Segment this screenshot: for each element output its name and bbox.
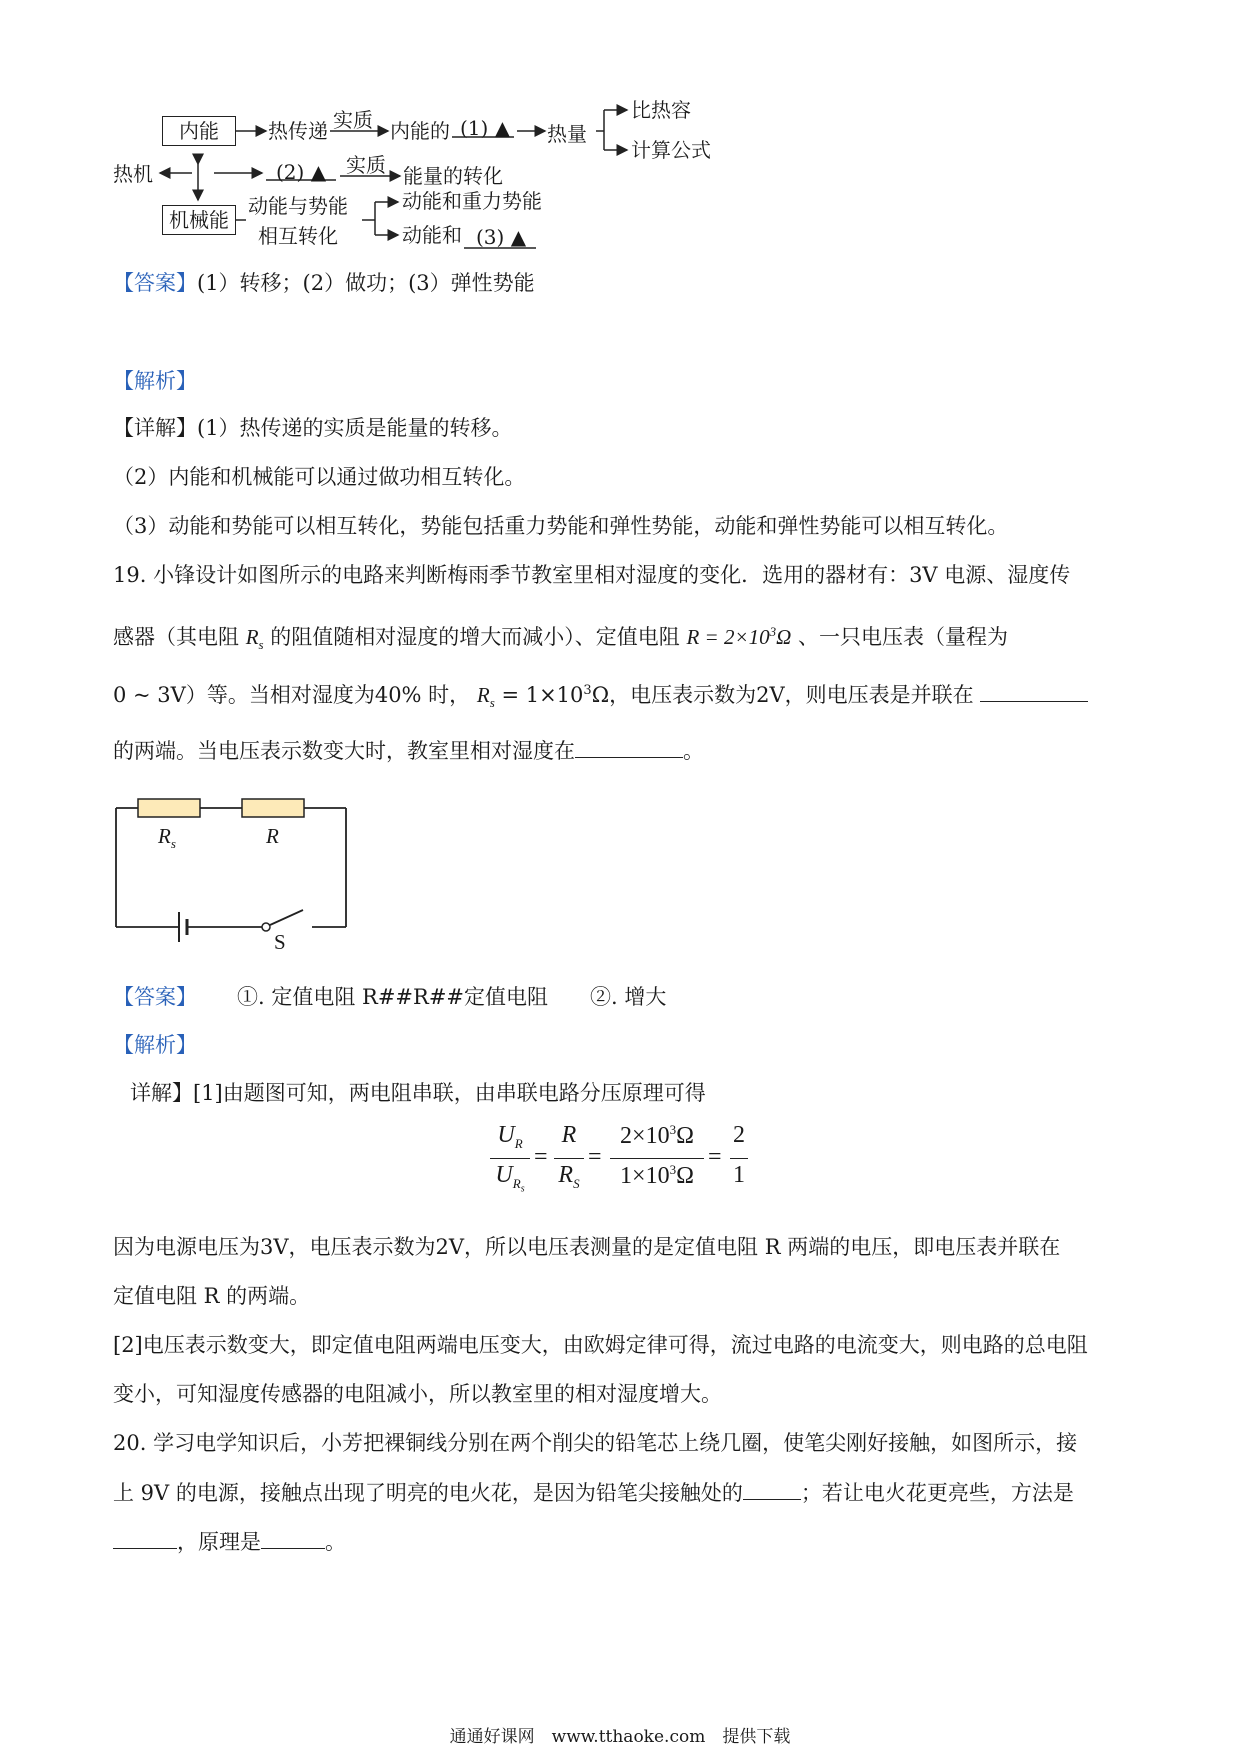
answer-blank-2[interactable] (575, 735, 683, 758)
frac3-bar (610, 1158, 704, 1159)
blank2-label (276, 160, 326, 184)
frac2-den-sub: S (573, 1175, 580, 1191)
q20-line-3 (113, 1526, 346, 1557)
frac3-den (610, 1162, 704, 1190)
q20-line3-a: ，原理是 (177, 1530, 261, 1554)
answer-blank-1[interactable] (980, 679, 1088, 702)
ratio-formula (490, 1120, 750, 1200)
q19-analysis-tag: 【解析】 (113, 1033, 197, 1057)
internal-of-label: 内能的 (390, 119, 450, 143)
q18-answer (113, 268, 535, 298)
heat-engine-label: 热机 (113, 162, 153, 186)
box-internal-label: 内能 (179, 119, 219, 143)
frac1-num-sub: R (514, 1135, 523, 1151)
q19-line-2 (113, 617, 1008, 660)
q19-answer-text: ①. 定值电阻 R##R##定值电阻 ②. 增大 (237, 985, 667, 1009)
frac2-num: R (561, 1122, 577, 1148)
rs-symbol-letter: R (245, 625, 259, 649)
specific-heat-label: 比热容 (631, 98, 691, 122)
q20-line3-b: 。 (325, 1530, 346, 1554)
frac3-num-unit: Ω (676, 1123, 694, 1149)
rs-symbol-2-sub: s (489, 695, 495, 711)
q18-detail-1 (113, 413, 513, 443)
r-value-sup: 3 (769, 624, 777, 639)
answer-tag: 【答案】 (113, 271, 197, 295)
rs-label-sub: s (170, 836, 176, 852)
q19-line4-b: 。 (683, 739, 704, 763)
q19-answer (113, 982, 666, 1012)
concept-diagram (0, 0, 1240, 250)
rs-symbol-2 (476, 683, 495, 711)
frac-values (610, 1120, 704, 1200)
q20-line-2 (113, 1477, 1074, 1508)
q19-line4-a: 的两端。当电压表示数变大时，教室里相对湿度在 (113, 739, 575, 763)
frac3-num-sup: 3 (669, 1122, 677, 1137)
q19-detail-intro: 详解】[1]由题图可知，两电阻串联，由串联电路分压原理可得 (130, 1081, 706, 1105)
rs-label (158, 824, 176, 852)
blank2-number: (2) (276, 160, 305, 184)
detail-tag: 【详解】 (113, 416, 197, 440)
switch-pivot (262, 923, 270, 931)
q19-line2-d: 、一只电压表（量程为 (798, 625, 1008, 649)
box-internal-energy (162, 116, 236, 146)
frac-r-rs (554, 1120, 584, 1200)
page-footer: 通通好课网 www.tthaoke.com 提供下载 (449, 1727, 791, 1747)
blank3-triangle: ▲ (510, 225, 527, 249)
q20-line-1: 20. 学习电学知识后，小芳把裸铜线分别在两个削尖的铅笔芯上绕几圈，使笔尖刚好接触，如图所示，接 (113, 1431, 1078, 1455)
box-mechanical-label: 机械能 (169, 208, 229, 232)
energy-conversion-label: 能量的转化 (403, 164, 503, 188)
ke-and-label: 动能和 (402, 223, 462, 247)
q19-line2-b: 的阻值随相对湿度的增大而减小）、定值电阻 (270, 625, 680, 649)
resistor-r (242, 799, 304, 817)
frac1-num (490, 1122, 530, 1152)
frac4-den: 1 (733, 1162, 745, 1188)
r-value-text: R = 2×10 (686, 625, 770, 649)
q19-line3-b: Ω，电压表示数为2V，则电压表是并联在 (591, 683, 974, 707)
essence-label-1: 实质 (333, 108, 373, 132)
q20-line2-b: ；若让电火花更亮些，方法是 (800, 1481, 1074, 1505)
frac1-den-letter: U (495, 1162, 513, 1188)
frac2-bar (554, 1158, 584, 1159)
rs-symbol-sub: s (258, 637, 264, 653)
rs-symbol-2-letter: R (476, 683, 490, 707)
q18-detail-3: （3）动能和势能可以相互转化，势能包括重力势能和弹性势能，动能和弹性势能可以相互转化。 (113, 514, 1009, 538)
q18-answer-text: (1）转移；(2）做功；(3）弹性势能 (197, 271, 535, 295)
mutual-label: 相互转化 (258, 224, 338, 248)
heat-quantity-label: 热量 (547, 122, 587, 146)
frac2-den-letter: R (558, 1162, 574, 1188)
eq-2: = (588, 1144, 602, 1170)
frac3-den-unit: Ω (676, 1163, 694, 1189)
q18-analysis-tag: 【解析】 (113, 369, 197, 393)
frac4-num: 2 (733, 1122, 745, 1148)
frac1-den-sub-letter: R (512, 1175, 521, 1191)
blank1-label (460, 116, 510, 140)
blank1-number: (1) (460, 116, 489, 140)
rs-value-sup: 3 (583, 683, 592, 698)
frac1-num-letter: U (497, 1122, 515, 1148)
q19-line3-a: 0 ~ 3V）等。当相对湿度为40% 时， (113, 683, 471, 707)
frac3-num-text: 2×10 (620, 1123, 670, 1149)
r-value (686, 625, 791, 649)
blank1-triangle: ▲ (494, 116, 511, 140)
r-value-unit: Ω (776, 625, 792, 649)
switch-lever (270, 910, 303, 925)
q19-line-3 (113, 676, 1088, 718)
essence-label-2: 实质 (346, 153, 386, 177)
q18-detail-2: （2）内能和机械能可以通过做功相互转化。 (113, 465, 526, 489)
frac2-den (554, 1162, 584, 1192)
q19-line-4 (113, 735, 704, 766)
frac1-bar (490, 1158, 530, 1159)
blank3-number: (3) (476, 225, 505, 249)
q19-line-1: 19. 小锋设计如图所示的电路来判断梅雨季节教室里相对湿度的变化．选用的器材有：3V 电源、湿度传 (113, 563, 1071, 587)
heat-transfer-label: 热传递 (268, 119, 328, 143)
frac-ur-urs (490, 1120, 530, 1200)
blank2-triangle: ▲ (310, 160, 327, 184)
frac3-den-sup: 3 (669, 1162, 677, 1177)
frac3-num (610, 1122, 704, 1150)
rs-symbol (245, 625, 264, 653)
q18-detail-1-text: (1）热传递的实质是能量的转移。 (197, 416, 513, 440)
frac4-bar (730, 1158, 748, 1159)
answer-blank-5[interactable] (261, 1526, 325, 1549)
frac1-den-sub (512, 1175, 525, 1195)
eq-1: = (534, 1144, 548, 1170)
q19-expl-2: 定值电阻 R 的两端。 (113, 1284, 311, 1308)
circuit-diagram (100, 790, 360, 954)
circuit-wires (100, 790, 360, 950)
answer-tag-2: 【答案】 (113, 985, 197, 1009)
frac-result (730, 1120, 748, 1200)
q19-expl-3: [2]电压表示数变大，即定值电阻两端电压变大，由欧姆定律可得，流过电路的电流变大，则电路的总电阻 (113, 1333, 1088, 1357)
box-mechanical-energy (162, 205, 236, 235)
ke-gravity-label: 动能和重力势能 (402, 189, 542, 213)
q19-expl-4: 变小，可知湿度传感器的电阻减小，所以教室里的相对湿度增大。 (113, 1382, 722, 1406)
answer-blank-4[interactable] (113, 1526, 177, 1549)
blank3-label (476, 225, 526, 249)
rs-value-text: = 1×10 (501, 683, 584, 707)
eq-3: = (708, 1144, 722, 1170)
answer-blank-3[interactable] (743, 1477, 801, 1500)
r-label: R (266, 824, 279, 848)
frac1-den-subsub: s (520, 1183, 525, 1195)
q19-expl-1: 因为电源电压为3V，电压表示数为2V，所以电压表测量的是定值电阻 R 两端的电压，即电压表并联在 (113, 1235, 1061, 1259)
q20-line2-a: 上 9V 的电源，接触点出现了明亮的电火花，是因为铅笔尖接触处的 (113, 1481, 743, 1505)
switch-label: S (274, 930, 286, 954)
rs-label-letter: R (158, 824, 171, 848)
resistor-rs (138, 799, 200, 817)
ke-pe-label: 动能与势能 (248, 194, 348, 218)
frac3-den-text: 1×10 (620, 1163, 670, 1189)
formula-label: 计算公式 (631, 138, 711, 162)
q19-line2-a: 感器（其电阻 (113, 625, 239, 649)
frac1-den (490, 1162, 530, 1194)
